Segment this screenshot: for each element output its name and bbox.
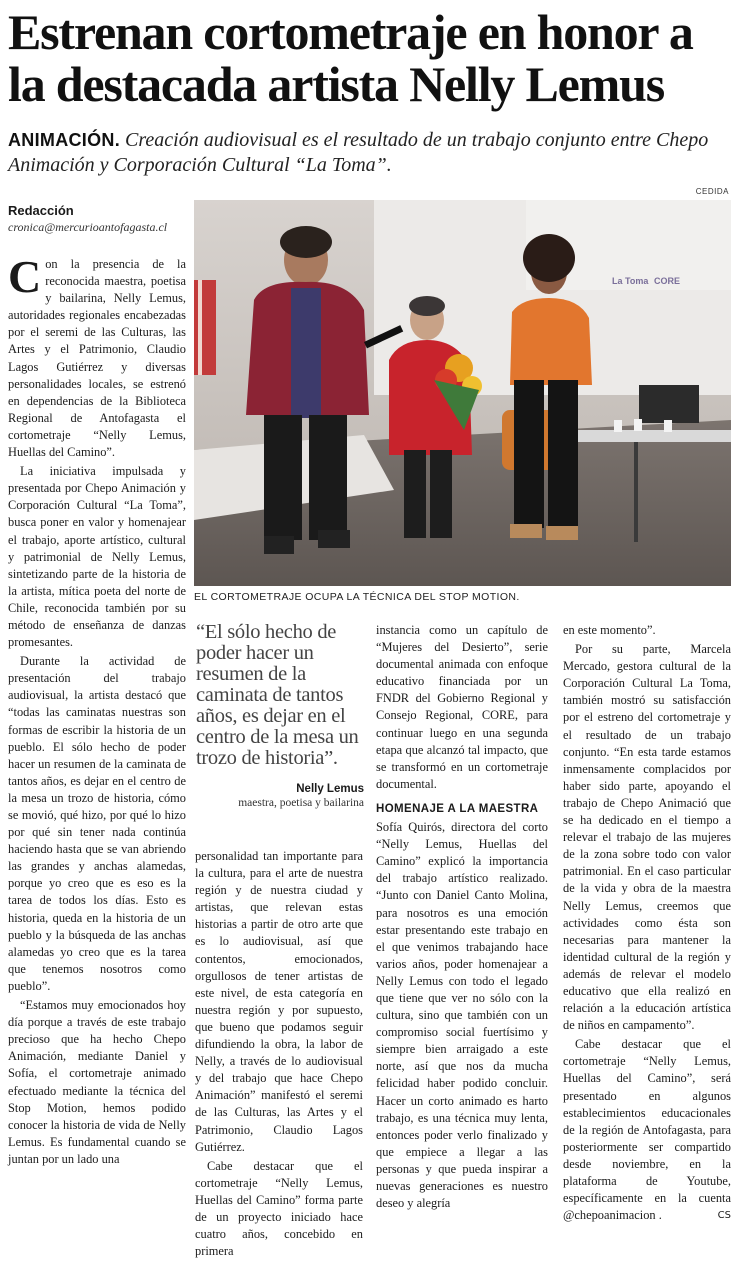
photo-credit: CEDIDA: [695, 187, 729, 196]
paragraph-text: on la presencia de la reconocida maestra, poetisa y bailarina, Nelly Lemus, autoridades regionales encabezadas por el seremi de las Culturas, las Artes y el Patrimonio, Claudio Lagos Gutiérrez y diversas personalidades locales, se estrenó en dependencias de la Biblioteca Regional de Antofagasta el cortometraje “Nelly Lemus, Huellas del Camino”.: [8, 257, 186, 460]
article-paragraph: [563, 1036, 731, 1224]
article-column-2: [195, 848, 363, 1262]
article-column-3: [376, 622, 548, 1214]
article-paragraph: Cabe destacar que el cortometraje “Nelly Lemus, Huellas del Camino” forma parte de un proyecto iniciado hace cuatro años, concebido en primera: [195, 1158, 363, 1259]
drop-cap: C: [8, 251, 42, 302]
deck-kicker: ANIMACIÓN.: [8, 130, 120, 150]
photo-caption: EL CORTOMETRAJE OCUPA LA TÉCNICA DEL STOP MOTION.: [194, 591, 520, 603]
pull-quote: [196, 622, 364, 809]
end-mark: CS: [717, 1210, 731, 1222]
pull-quote-role: maestra, poetisa y bailarina: [238, 797, 364, 809]
article-column-1: [8, 251, 186, 1170]
paragraph-text: Cabe destacar que el cortometraje “Nelly Lemus, Huellas del Camino”, será presentado en algunos establecimientos educacionales de la región de Antofagasta, para posteriormente ser compartido desde noviembre, en la plataforma de Youtube, específicamente en la cuenta @chepoanimacion .: [563, 1037, 731, 1223]
deck: [8, 128, 728, 178]
screen-logo-core: CORE: [654, 276, 681, 286]
pull-quote-name: Nelly Lemus: [296, 783, 364, 795]
byline-author: Redacción: [8, 203, 74, 218]
article-paragraph: [8, 251, 186, 461]
article-paragraph: “Estamos muy emocionados hoy día porque a través de este trabajo precioso que ha hecho Chepo Animación, mediante Daniel y Sofía, el cortometraje animado efectuado mediante la técnica del Stop Motion, hemos podido conocer la historia de vida de Nelly Lemus. Es fundamental cuando se juntan por un lado una: [8, 998, 186, 1166]
pull-quote-text: “El sólo hecho de poder hacer un resumen de la caminata de tantos años, es dejar en el centro de la mesa un trozo de historia”.: [196, 621, 359, 769]
section-subhead: HOMENAJE A LA MAESTRA: [376, 802, 539, 815]
article-paragraph: Durante la actividad de presentación del trabajo audiovisual, la artista destacó que “todas las caminatas nuestras son formas de escribir la historia de un pueblo. El sólo hecho de poder hacer un resumen de la caminata de tantos años, es dejar en el centro de la mesa un trozo de historia, cómo se movió, qué hizo, por qué lo hizo por qué sin tener nada continúa haciendo hasta que se van abriendo las grandes y anchas alamedas, porque yo creo que es eso es la tarea de todos los días. Esto es historia, queda en la historia de un pueblo y la búsqueda de las anchas alamedas yo creo que es la tarea que tenemos nosotros como pueblo”.: [8, 654, 186, 993]
article-paragraph: La iniciativa impulsada y presentada por Chepo Animación y Corporación Cultural “La Toma”, busca poner en valor y homenajear el trabajo, aporte artístico, cultural y patrimonial de Nelly Lemus, sintetizando parte de la historia de la artista, mítica poeta del norte de Chile, reconocida también por su método de enseñanza de danzas promesantes.: [8, 464, 186, 650]
article-paragraph: personalidad tan importante para la cultura, para el arte de nuestra región y de nuestra ciudad y artistas, que relevan estas historias a partir de otro arte que es lo audiovisual, así que contentos, emocionados, orgullosos de tener artistas de este nivel, de esta categoría en nuestra región y por supuesto, que bueno que podamos seguir difundiendo la obra, la labor de Nelly, a través de lo audiovisual y del trabajo que hace Chepo Animación” manifestó el seremi de las Culturas, las Artes y el Patrimonio, Claudio Lagos Gutiérrez.: [195, 849, 363, 1154]
photo-illustration: [194, 200, 731, 586]
article-paragraph: Sofía Quirós, directora del corto “Nelly Lemus, Huellas del Camino” explicó la importancia del trabajo artístico realizado. “Junto con Daniel Canto Molina, para nosotros es una emoción estar presentando este trabajo en el que venimos trabajando hace varios años, poder homenajear a Nelly Lemus con todo el legado que tiene que ver no sólo con la cultura, sino que también con un compromiso social fuertísimo y siempre bien arraigado a este norte, así que nos da mucha felicidad haber podido concluir. Hacer un corto animado es harto trabajo, es una técnica muy lenta, entonces poder verlo finalizado y que empiece a llegar a las personas y que pueda inspirar a nuevas generaciones es nuestro deseo y alegría: [376, 820, 548, 1211]
article-paragraph: Por su parte, Marcela Mercado, gestora cultural de la Corporación Cultural La Toma, también mostró su satisfacción por el estreno del cortometraje y el resultado de un trabajo conjunto. “En esta tarde estamos inmensamente complacidos por haber sido parte, apoyando el trabajo de Chepo Animació que se ha dedicado en el tiempo a relevar el trabajo de las mujeres de la zona sobre todo con valor patrimonial. En el caso particular de la vida y obra de la maestra Nelly Lemus, creemos que actividades como ésta son necesarias para mantener la identidad cultural de la región y además de relevar el modelo educativo que ella realizó en relación a la educación artística de niños en campamento”.: [563, 642, 731, 1033]
byline-email[interactable]: cronica@mercurioantofagasta.cl: [8, 220, 168, 234]
article-photo: [194, 200, 731, 586]
deck-text: Creación audiovisual es el resultado de un trabajo conjunto entre Chepo Animación y Corporación Cultural “La Toma”.: [8, 129, 709, 176]
screen-logo-latoma: La Toma: [612, 276, 649, 286]
article-paragraph: instancia como un capítulo de “Mujeres del Desierto”, serie documental animada con enfoque educativo financiada por un FNDR del Gobierno Regional y Consejo Regional, CORE, para continuar luego en una segunda etapa que alcanzó tal impacto, que se transformó en un cortometraje documental.: [376, 623, 548, 791]
headline: Estrenan cortometraje en honor a la destacada artista Nelly Lemus: [8, 4, 693, 112]
byline: [8, 203, 188, 235]
article-column-4: [563, 622, 731, 1226]
article-paragraph: en este momento”.: [563, 623, 656, 637]
